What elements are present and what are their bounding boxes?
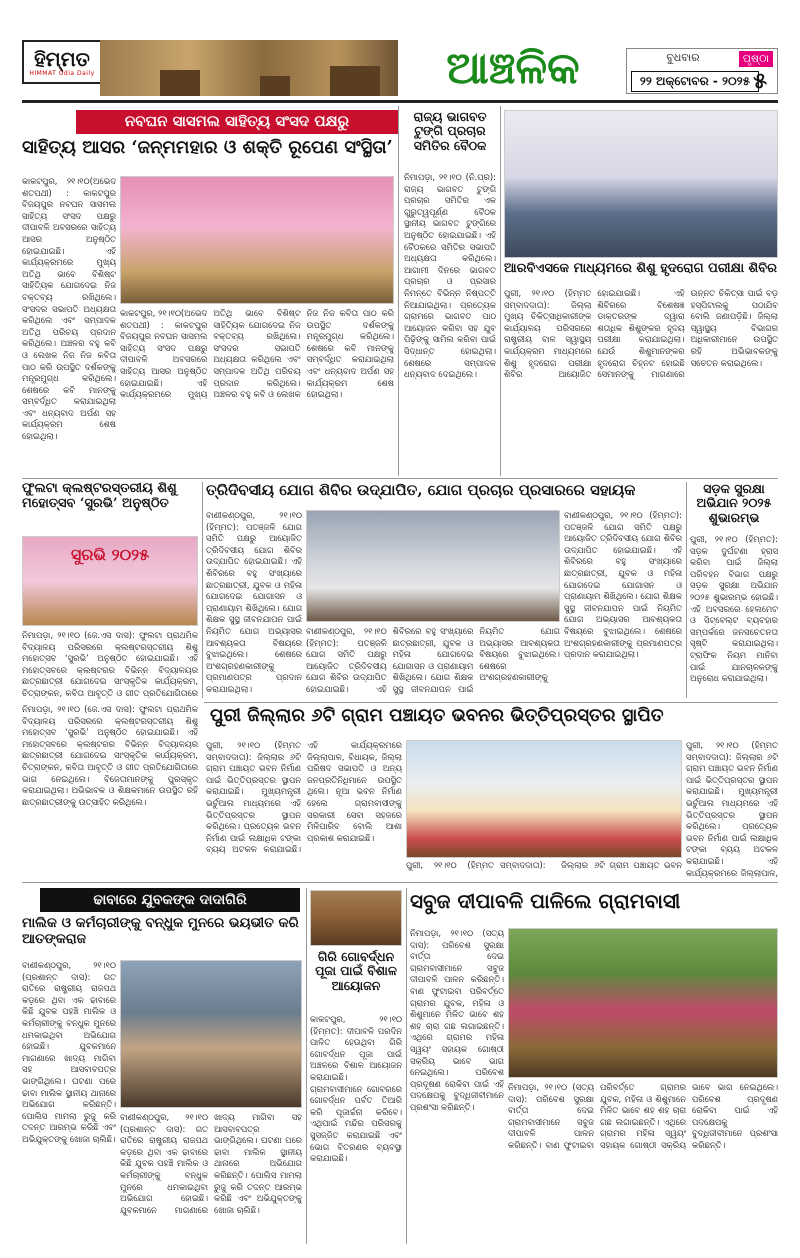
yoga-body: ବାଣୀକଣ୍ଠପୁର, ୨୧।୧୦ (ହିମ୍ମତ): ପତଞ୍ଜଳି ଯୋଗ ସମିତି ପକ୍ଷରୁ ଆୟୋଜିତ ତ୍ରିଦିବସୀୟ ଯୋଗ ଶିବିର ଉଦ୍‌ଯାପିତ ହୋଇଯାଇଛି। ଏହି ଶିବିରରେ ବହୁ ସଂଖ୍ୟାରେ ଛାତ୍ରଛାତ୍ରୀ, ଯୁବକ ଓ ମହିଳା ଯୋଗଦେଇ ଯୋଗାସନ ଓ ପ୍ରାଣାୟାମ ଶିଖିଥିଲେ। ଯୋଗ ଶିକ୍ଷକ ସୁସ୍ଥ ଜୀବନଯାପନ ପାଇଁ ନିୟମିତ ଯୋଗ ଅଭ୍ୟାସର ଆବଶ୍ୟକତା ବିଷୟରେ ବୁଝାଇଥିଲେ। ଶେଷରେ ଅଂଶଗ୍ରହଣକାରୀଙ୍କୁ ପ୍ରମାଣପତ୍ର ପ୍ରଦାନ କରାଯାଇଥିଲା।: [206, 510, 302, 694]
phulta-photo: [22, 536, 198, 626]
issue-date: ୨୨ ଅକ୍ଟୋବର - ୨୦୨୫: [631, 71, 759, 92]
phulta-headline: ଫୁଲଟା କ୍ଲଷ୍ଟରସ୍ତରୀୟ ଶିଶୁ ମହୋତ୍ସବ ‘ସୁରଭି’ ଅନୁଷ୍ଠିତ: [22, 482, 177, 511]
dadagiri-kicker: ଢାବାରେ ଯୁବକଙ୍କ ଦାଦାଗିରି: [40, 888, 300, 912]
puri-body: ପୁରୀ, ୨୧।୧୦ (ହିମ୍ମତ ସମ୍ବାଦଦାତା): ଜିଲ୍ଲାର ୬ଟି ଗ୍ରାମ ପଞ୍ଚାୟତ ଭବନ ନିର୍ମାଣ ପାଇଁ ଭିତ୍ତିପ୍ରସ୍ତର ସ୍ଥାପନ କରାଯାଇଛି। ମୁଖ୍ୟମନ୍ତ୍ରୀ ଭର୍ଚୁଆଲ ମାଧ୍ୟମରେ ଏହି ଭିତ୍ତିପ୍ରସ୍ତର ସ୍ଥାପନ କରିଥିଲେ। ପ୍ରତ୍ୟେକ ଭବନ ନିର୍ମାଣ ପାଇଁ ଲକ୍ଷାଧିକ ଟଙ୍କା ବ୍ୟୟ ଅଟକଳ କରାଯାଇଛି। ଏହି କାର୍ଯ୍ୟକ୍ରମରେ ଜିଲ୍ଲାପାଳ, ବିଧାୟକ, ଜିଲ୍ଲା ପରିଷଦ ସଭାପତି ଓ ଅନ୍ୟ ଜନପ୍ରତିନିଧିମାନେ ଉପସ୍ଥିତ ଥିଲେ। ନୂଆ ଭବନ ନିର୍ମାଣ ହେଲେ ଗ୍ରାମବାସୀଙ୍କୁ ସରକାରୀ ସେବା ସହଜରେ ମିଳିପାରିବ ବୋଲି ଆଶା ପ୍ରକାଶ କରାଯାଇଛି।: [206, 740, 402, 855]
sadak-headline: ସଡ଼କ ସୁରକ୍ଷା ଅଭିଯାନ ୨୦୨୫ ଶୁଭାରମ୍ଭ: [696, 482, 772, 525]
row-divider: [22, 882, 778, 883]
giri-headline: ଗିରି ଗୋବର୍ଦ୍ଧନ ପୂଜା ପାଇଁ ବିଶାଳ ଆୟୋଜନ: [315, 950, 397, 993]
rbsk-headline: ଆରବିଏସକେ ମାଧ୍ୟମରେ ଶିଶୁ ହୃଦରୋଗ ପରୀକ୍ଷା ଶିବିର: [504, 262, 777, 276]
puri-body-side: ପୁରୀ, ୨୧।୧୦ (ହିମ୍ମତ ସମ୍ବାଦଦାତା): ଜିଲ୍ଲାର ୬ଟି ଗ୍ରାମ ପଞ୍ଚାୟତ ଭବନ ନିର୍ମାଣ ପାଇଁ ଭିତ୍ତିପ୍ରସ୍ତର ସ୍ଥାପନ କରାଯାଇଛି। ମୁଖ୍ୟମନ୍ତ୍ରୀ ଭର୍ଚୁଆଲ ମାଧ୍ୟମରେ ଏହି ଭିତ୍ତିପ୍ରସ୍ତର ସ୍ଥାପନ କରିଥିଲେ। ପ୍ରତ୍ୟେକ ଭବନ ନିର୍ମାଣ ପାଇଁ ଲକ୍ଷାଧିକ ଟଙ୍କା ବ୍ୟୟ ଅଟକଳ କରାଯାଇଛି। ଏହି କାର୍ଯ୍ୟକ୍ରମରେ ଜିଲ୍ଲାପାଳ,: [686, 740, 778, 878]
sahitya-headline: ସାହିତ୍ୟ ଆସର ‘ଜନ୍ମମହାର ଓ ଶକ୍ତି ରୂପେଣ ସଂସ୍ଥିତା’: [22, 138, 393, 158]
sahitya-kicker: ନବଘନ ସାସମଲ ସାହିତ୍ୟ ସଂସଦ ପକ୍ଷରୁ: [76, 110, 398, 134]
yoga-photo: [306, 510, 560, 622]
rbsk-photo: [504, 110, 778, 258]
dadagiri-headline: ମାଲିକ ଓ କର୍ମଚାରୀଙ୍କୁ ବନ୍ଧୁକ ମୁନରେ ଭୟଭୀତ କରି ଆତଙ୍କରାଜ: [22, 916, 299, 947]
sahitya-photo: [120, 176, 394, 304]
puri-body-continued: ପୁରୀ, ୨୧।୧୦ (ହିମ୍ମତ ସମ୍ବାଦଦାତା): ଜିଲ୍ଲାର ୬ଟି ଗ୍ରାମ ପଞ୍ଚାୟତ ଭବନ: [406, 860, 682, 870]
newspaper-logo: [22, 40, 102, 84]
column-divider: [406, 888, 407, 1244]
sabuja-photo: [508, 928, 778, 1078]
sadak-body: ପୁରୀ, ୨୧।୧୦ (ହିମ୍ମତ): ସଡ଼କ ଦୁର୍ଘଟଣା ହ୍ରାସ କରିବା ପାଇଁ ଜିଲ୍ଲା ପରିବହନ ବିଭାଗ ପକ୍ଷରୁ ସଡ଼କ ସୁରକ୍ଷା ଅଭିଯାନ ୨୦୨୫ ଶୁଭାରମ୍ଭ ହୋଇଛି। ଏହି ଅବସରରେ ହେଲମେଟ ଓ ସିଟ୍‌ବେଲ୍ଟ ବ୍ୟବହାର ସମ୍ପର୍କରେ ଜନସଚେତନତା ସୃଷ୍ଟି କରାଯାଇଥିଲା। ଟ୍ରାଫିକ ନିୟମ ମାନିବା ପାଇଁ ଯାନଚାଳକଙ୍କୁ ଅନୁରୋଧ କରାଯାଇଥିଲା।: [690, 534, 778, 684]
dadagiri-body: ବାଣୀକଣ୍ଠପୁର, ୨୧।୧୦ (ପ୍ରଶାନ୍ତ ଦାସ): ଗତ ରାତିରେ ରାଷ୍ଟ୍ରୀୟ ରାଜପଥ କଡ଼ରେ ଥିବା ଏକ ଢାବାରେ କିଛି ଯୁବକ ପହଞ୍ଚି ମାଲିକ ଓ କର୍ମଚାରୀଙ୍କୁ ବନ୍ଧୁକ ମୁନରେ ଧମକାଇଥିବା ଅଭିଯୋଗ ହୋଇଛି। ଯୁବକମାନେ ମାଗଣାରେ ଖାଦ୍ୟ ମାଗିବା ସହ ଆସବାବପତ୍ର ଭାଙ୍ଗିଥିଲେ। ଘଟଣା ପରେ ଢାବା ମାଲିକ ସ୍ଥାନୀୟ ଥାନାରେ ଅଭିଯୋଗ କରିଛନ୍ତି। ପୋଲିସ ମାମଲା ରୁଜୁ କରି ତଦନ୍ତ ଆରମ୍ଭ କରିଛି ଏବଂ ଅଭିଯୁକ୍ତଙ୍କୁ ଖୋଜା ଚାଲିଛି।: [22, 960, 116, 1144]
sabuja-body: ନିମାପଡ଼ା, ୨୧।୧୦ (ସତ୍ୟ ଦାସ): ପରିବେଶ ସୁରକ୍ଷା ବାର୍ତ୍ତା ଦେଇ ଗ୍ରାମବାସୀମାନେ ସବୁଜ ଦୀପାବଳି ପାଳନ କରିଛନ୍ତି। ବାଣ ଫୁଟାଇବା ପରିବର୍ତ୍ତେ ଗ୍ରାମର ଯୁବକ, ମହିଳା ଓ ଶିଶୁମାନେ ମିଳିତ ଭାବେ ଶହ ଶହ ଚାରା ଗଛ ଲଗାଇଛନ୍ତି। ଏଥିରେ ଗ୍ରାମର ମହିଳା ସ୍ୱୟଂ ସହାୟକ ଗୋଷ୍ଠୀ ସକ୍ରିୟ ଭାବେ ଭାଗ ନେଇଥିଲେ। ପରିବେଶ ପ୍ରଦୂଷଣ ରୋକିବା ପାଇଁ ଏହି ପଦକ୍ଷେପକୁ ବୁଦ୍ଧିଜୀବୀମାନେ ପ୍ରଶଂସା କରିଛନ୍ତି।: [410, 928, 504, 1112]
giri-body: କାକଟପୁର, ୨୧।୧୦ (ହିମ୍ମତ): ଦୀପାବଳି ପରଦିନ ପାଳିତ ହେଉଥିବା ଗିରି ଗୋବର୍ଦ୍ଧନ ପୂଜା ପାଇଁ ଅଞ୍ଚଳରେ ବିଶାଳ ଆୟୋଜନ କରାଯାଇଛି। ଗ୍ରାମବାସୀମାନେ ଗୋବରରେ ଗୋବର୍ଦ୍ଧନ ପର୍ବତ ତିଆରି କରି ପୂଜାର୍ଚ୍ଚନା କରିବେ। ଏଥିପାଇଁ ମନ୍ଦିର ପରିସରକୁ ସୁସଜ୍ଜିତ କରାଯାଇଛି ଏବଂ ଭୋଗ ବିତରଣର ବ୍ୟବସ୍ଥା କରାଯାଇଛି।: [310, 1014, 402, 1164]
row-divider: [204, 702, 778, 703]
sahitya-body-continued: କାକଟପୁର, ୨୧।୧୦(ଅଭେଦ ଶତପଥୀ) : କାକଟପୁର ବିଜୟପୁର ନବଘନ ସାସମଲ ସାହିତ୍ୟ ସଂସଦ ପକ୍ଷରୁ ଦୀପାବଳି ଅବସରରେ ସାହିତ୍ୟ ଆସର ଅନୁଷ୍ଠିତ ହୋଇଯାଇଛି। ଏହି କାର୍ଯ୍ୟକ୍ରମରେ ମୁଖ୍ୟ ଅତିଥି ଭାବେ ବିଶିଷ୍ଟ ସାହିତ୍ୟିକ ଯୋଗଦେଇ ନିଜ ବକ୍ତବ୍ୟ ରଖିଥିଲେ। ସଂସଦର ସଭାପତି ଅଧ୍ୟକ୍ଷତା କରିଥିଲେ ଏବଂ ସମ୍ପାଦକ ଅତିଥି ପରିଚୟ ପ୍ରଦାନ କରିଥିଲେ। ଅଞ୍ଚଳର ବହୁ କବି ଓ ଲେଖକ ନିଜ ନିଜ କବିତା ପାଠ କରି ଉପସ୍ଥିତ ଦର୍ଶକଙ୍କୁ ମନ୍ତ୍ରମୁଗ୍ଧ କରିଥିଲେ। ଶେଷରେ କବି ମାନଙ୍କୁ ସମ୍ବର୍ଦ୍ଧିତ କରାଯାଇଥିଲା ଏବଂ ଧନ୍ୟବାଦ ଅର୍ପଣ ସହ କାର୍ଯ୍ୟକ୍ରମ ଶେଷ ହୋଇଥିଲା।: [120, 308, 394, 400]
logo-tagline: HIMMAT Odia Daily: [29, 69, 95, 77]
column-divider: [686, 482, 687, 698]
rajya-headline: ରାଜ୍ୟ ଭାଗବତ ଟୁଙ୍ଗି ପ୍ରଚାର ସମିତିର ବୈଠକ: [413, 110, 487, 153]
puri-headline: ପୁରୀ ଜିଲ୍ଲାର ୬ଟି ଗ୍ରାମ ପଞ୍ଚାୟତ ଭବନର ଭିତ୍ତିପ୍ରସ୍ତର ସ୍ଥାପିତ: [210, 706, 664, 726]
sabuja-headline: ସବୁଜ ଦୀପାବଳି ପାଳିଲେ ଗ୍ରାମବାସୀ: [410, 890, 681, 913]
section-title: ଆଞ୍ଚଳିକ: [446, 42, 580, 94]
yoga-body-side: ବାଣୀକଣ୍ଠପୁର, ୨୧।୧୦ (ହିମ୍ମତ): ପତଞ୍ଜଳି ଯୋଗ ସମିତି ପକ୍ଷରୁ ଆୟୋଜିତ ତ୍ରିଦିବସୀୟ ଯୋଗ ଶିବିର ଉଦ୍‌ଯାପିତ ହୋଇଯାଇଛି। ଏହି ଶିବିରରେ ବହୁ ସଂଖ୍ୟାରେ ଛାତ୍ରଛାତ୍ରୀ, ଯୁବକ ଓ ମହିଳା ଯୋଗଦେଇ ଯୋଗାସନ ଓ ପ୍ରାଣାୟାମ ଶିଖିଥିଲେ। ଯୋଗ ଶିକ୍ଷକ ସୁସ୍ଥ ଜୀବନଯାପନ ପାଇଁ ନିୟମିତ ଯୋଗ ଅଭ୍ୟାସର ଆବଶ୍ୟକତା ବିଷୟରେ ବୁଝାଇଥିଲେ। ଶେଷରେ ଅଂଶଗ୍ରହଣକାରୀଙ୍କୁ ପ୍ରମାଣପତ୍ର ପ୍ରଦାନ କରାଯାଇଥିଲା।: [564, 510, 682, 660]
rajya-body: ନିମାପଡ଼ା, ୨୧।୧୦ (ନି.ପ୍ର): ରାଜ୍ୟ ଭାଗବତ ଟୁଙ୍ଗି ପ୍ରଚାର ସମିତିର ଏକ ଗୁରୁତ୍ୱପୂର୍ଣ୍ଣ ବୈଠକ ସ୍ଥାନୀୟ ଭାଗବତ ଟୁଙ୍ଗିରେ ଅନୁଷ୍ଠିତ ହୋଇଯାଇଛି। ଏହି ବୈଠକରେ ସମିତିର ସଭାପତି ଅଧ୍ୟକ୍ଷତା କରିଥିଲେ। ଆଗାମୀ ଦିନରେ ଭାଗବତ ପ୍ରଚାର ଓ ପ୍ରସାର ନିମନ୍ତେ ବିଭିନ୍ନ ନିଷ୍ପତ୍ତି ନିଆଯାଇଥିଲା। ପ୍ରତ୍ୟେକ ଗ୍ରାମରେ ଭାଗବତ ପାଠ ଆୟୋଜନ କରିବା ସହ ଯୁବ ପିଢ଼ିଙ୍କୁ ସାମିଲ କରିବା ପାଇଁ ସିଦ୍ଧାନ୍ତ ହୋଇଥିଲା। ଶେଷରେ ସମ୍ପାଦକ ଧନ୍ୟବାଦ ଦେଇଥିଲେ।: [404, 172, 496, 380]
dadagiri-body-continued: ବାଣୀକଣ୍ଠପୁର, ୨୧।୧୦ (ପ୍ରଶାନ୍ତ ଦାସ): ଗତ ରାତିରେ ରାଷ୍ଟ୍ରୀୟ ରାଜପଥ କଡ଼ରେ ଥିବା ଏକ ଢାବାରେ କିଛି ଯୁବକ ପହଞ୍ଚି ମାଲିକ ଓ କର୍ମଚାରୀଙ୍କୁ ବନ୍ଧୁକ ମୁନରେ ଧମକାଇଥିବା ଅଭିଯୋଗ ହୋଇଛି। ଯୁବକମାନେ ମାଗଣାରେ ଖାଦ୍ୟ ମାଗିବା ସହ ଆସବାବପତ୍ର ଭାଙ୍ଗିଥିଲେ। ଘଟଣା ପରେ ଢାବା ମାଲିକ ସ୍ଥାନୀୟ ଥାନାରେ ଅଭିଯୋଗ କରିଛନ୍ତି। ପୋଲିସ ମାମଲା ରୁଜୁ କରି ତଦନ୍ତ ଆରମ୍ଭ କରିଛି ଏବଂ ଅଭିଯୁକ୍ତଙ୍କୁ ଖୋଜା ଚାଲିଛି।: [120, 1112, 302, 1215]
masthead-rule: [22, 100, 778, 103]
phulta-photo-caption: ସୁରଭି ୨୦୨୫: [70, 545, 150, 564]
issue-day: ବୁଧବାର: [666, 51, 700, 64]
phulta-body-continued: ନିମାପଡ଼ା, ୨୧।୧୦ (ଜେ.ଏସ ଦାସ): ଫୁଲଟା ପ୍ରାଥମିକ ବିଦ୍ୟାଳୟ ପରିସରରେ କ୍ଲଷ୍ଟରସ୍ତରୀୟ ଶିଶୁ ମହୋତ୍ସବ ‘ସୁରଭି’ ଅନୁଷ୍ଠିତ ହୋଇଯାଇଛି। ଏହି ମହୋତ୍ସବରେ କ୍ଲଷ୍ଟରର ବିଭିନ୍ନ ବିଦ୍ୟାଳୟର ଛାତ୍ରଛାତ୍ରୀ ଯୋଗଦେଇ ସାଂସ୍କୃତିକ କାର୍ଯ୍ୟକ୍ରମ, ଚିତ୍ରାଙ୍କନ, କବିତା ଆବୃତ୍ତି ଓ ଗୀତ ପ୍ରତିଯୋଗିତାରେ ଭାଗ ନେଇଥିଲେ। ବିଜେତାମାନଙ୍କୁ ପୁରସ୍କୃତ କରାଯାଇଥିଲା। ଅଭିଭାବକ ଓ ଶିକ୍ଷକମାନେ ଉପସ୍ଥିତ ରହି ଛାତ୍ରଛାତ୍ରୀଙ୍କୁ ଉତ୍ସାହିତ କରିଥିଲେ।: [22, 704, 198, 807]
column-divider: [398, 106, 399, 476]
row-divider: [22, 478, 778, 479]
yoga-body-continued: ବାଣୀକଣ୍ଠପୁର, ୨୧।୧୦ (ହିମ୍ମତ): ପତଞ୍ଜଳି ଯୋଗ ସମିତି ପକ୍ଷରୁ ଆୟୋଜିତ ତ୍ରିଦିବସୀୟ ଯୋଗ ଶିବିର ଉଦ୍‌ଯାପିତ ହୋଇଯାଇଛି। ଏହି ଶିବିରରେ ବହୁ ସଂଖ୍ୟାରେ ଛାତ୍ରଛାତ୍ରୀ, ଯୁବକ ଓ ମହିଳା ଯୋଗଦେଇ ଯୋଗାସନ ଓ ପ୍ରାଣାୟାମ ଶିଖିଥିଲେ। ଯୋଗ ଶିକ୍ଷକ ସୁସ୍ଥ ଜୀବନଯାପନ ପାଇଁ ନିୟମିତ ଯୋଗ ଅଭ୍ୟାସର ଆବଶ୍ୟକତା ବିଷୟରେ ବୁଝାଇଥିଲେ। ଶେଷରେ ଅଂଶଗ୍ରହଣକାରୀଙ୍କୁ: [306, 626, 560, 694]
phulta-body: ନିମାପଡ଼ା, ୨୧।୧୦ (ଜେ.ଏସ ଦାସ): ଫୁଲଟା ପ୍ରାଥମିକ ବିଦ୍ୟାଳୟ ପରିସରରେ କ୍ଲଷ୍ଟରସ୍ତରୀୟ ଶିଶୁ ମହୋତ୍ସବ ‘ସୁରଭି’ ଅନୁଷ୍ଠିତ ହୋଇଯାଇଛି। ଏହି ମହୋତ୍ସବରେ କ୍ଲଷ୍ଟରର ବିଭିନ୍ନ ବିଦ୍ୟାଳୟର ଛାତ୍ରଛାତ୍ରୀ ଯୋଗଦେଇ ସାଂସ୍କୃତିକ କାର୍ଯ୍ୟକ୍ରମ, ଚିତ୍ରାଙ୍କନ, କବିତା ଆବୃତ୍ତି ଓ ଗୀତ ପ୍ରତିଯୋଗିତାରେ: [22, 630, 198, 698]
puri-photo: [406, 740, 682, 858]
page-label: ପୃଷ୍ଠା: [739, 51, 773, 67]
logo-name: ହିମ୍ମତ: [34, 46, 90, 71]
sabuja-body-continued: ନିମାପଡ଼ା, ୨୧।୧୦ (ସତ୍ୟ ଦାସ): ପରିବେଶ ସୁରକ୍ଷା ବାର୍ତ୍ତା ଦେଇ ଗ୍ରାମବାସୀମାନେ ସବୁଜ ଦୀପାବଳି ପାଳନ କରିଛନ୍ତି। ବାଣ ଫୁଟାଇବା ପରିବର୍ତ୍ତେ ଗ୍ରାମର ଯୁବକ, ମହିଳା ଓ ଶିଶୁମାନେ ମିଳିତ ଭାବେ ଶହ ଶହ ଚାରା ଗଛ ଲଗାଇଛନ୍ତି। ଏଥିରେ ଗ୍ରାମର ମହିଳା ସ୍ୱୟଂ ସହାୟକ ଗୋଷ୍ଠୀ ସକ୍ରିୟ ଭାବେ ଭାଗ ନେଇଥିଲେ। ପରିବେଶ ପ୍ରଦୂଷଣ ରୋକିବା ପାଇଁ ଏହି ପଦକ୍ଷେପକୁ ବୁଦ୍ଧିଜୀବୀମାନେ ପ୍ରଶଂସା କରିଛନ୍ତି।: [508, 1082, 778, 1150]
giri-photo: [310, 890, 402, 946]
date-box: [626, 48, 778, 94]
masthead-photo: [100, 40, 398, 96]
yoga-headline: ତ୍ରିଦିବସୀୟ ଯୋଗ ଶିବିର ଉଦ୍‌ଯାପିତ, ଯୋଗ ପ୍ରଚାର ପ୍ରସାରରେ ସହାୟକ: [206, 482, 636, 499]
rbsk-body: ପୁରୀ, ୨୧।୧୦ (ହିମ୍ମତ ସମ୍ବାଦଦାତା): ଜିଲ୍ଲା ମୁଖ୍ୟ ଚିକିତ୍ସାଧିକାରୀଙ୍କ କାର୍ଯ୍ୟାଳୟ ପରିସରରେ ରାଷ୍ଟ୍ରୀୟ ବାଳ ସ୍ୱାସ୍ଥ୍ୟ କାର୍ଯ୍ୟକ୍ରମ ମାଧ୍ୟମରେ ଶିଶୁ ହୃଦରୋଗ ପରୀକ୍ଷା ଶିବିର ଆୟୋଜିତ ହୋଇଯାଇଛି। ଏହି ଶିବିରରେ ବିଶେଷଜ୍ଞ ଡାକ୍ତରଙ୍କ ଦ୍ୱାରା ଶତାଧିକ ଶିଶୁଙ୍କର ହୃଦୟ ପରୀକ୍ଷା କରାଯାଇଥିଲା। ଯେଉଁ ଶିଶୁମାନଙ୍କର ହୃଦରୋଗ ଚିହ୍ନଟ ହୋଇଛି ସେମାନଙ୍କୁ ମାଗଣାରେ ଉନ୍ନତ ଚିକିତ୍ସା ପାଇଁ ବଡ଼ ହସ୍ପିଟାଲକୁ ପଠାଯିବ ବୋଲି ଜଣାପଡ଼ିଛି। ଜିଲ୍ଲା ସ୍ୱାସ୍ଥ୍ୟ ବିଭାଗର ଅଧିକାରୀମାନେ ଉପସ୍ଥିତ ରହି ଅଭିଭାବକଙ୍କୁ ସଚେତନ କରାଇଥିଲେ।: [504, 288, 778, 380]
column-divider: [202, 482, 203, 698]
column-divider: [500, 106, 501, 476]
dadagiri-photo: [120, 960, 302, 1108]
sahitya-body: କାକଟପୁର, ୨୧।୧୦(ଅଭେଦ ଶତପଥୀ) : କାକଟପୁର ବିଜୟପୁର ନବଘନ ସାସମଲ ସାହିତ୍ୟ ସଂସଦ ପକ୍ଷରୁ ଦୀପାବଳି ଅବସରରେ ସାହିତ୍ୟ ଆସର ଅନୁଷ୍ଠିତ ହୋଇଯାଇଛି। ଏହି କାର୍ଯ୍ୟକ୍ରମରେ ମୁଖ୍ୟ ଅତିଥି ଭାବେ ବିଶିଷ୍ଟ ସାହିତ୍ୟିକ ଯୋଗଦେଇ ନିଜ ବକ୍ତବ୍ୟ ରଖିଥିଲେ। ସଂସଦର ସଭାପତି ଅଧ୍ୟକ୍ଷତା କରିଥିଲେ ଏବଂ ସମ୍ପାଦକ ଅତିଥି ପରିଚୟ ପ୍ରଦାନ କରିଥିଲେ। ଅଞ୍ଚଳର ବହୁ କବି ଓ ଲେଖକ ନିଜ ନିଜ କବିତା ପାଠ କରି ଉପସ୍ଥିତ ଦର୍ଶକଙ୍କୁ ମନ୍ତ୍ରମୁଗ୍ଧ କରିଥିଲେ। ଶେଷରେ କବି ମାନଙ୍କୁ ସମ୍ବର୍ଦ୍ଧିତ କରାଯାଇଥିଲା ଏବଂ ଧନ୍ୟବାଦ ଅର୍ପଣ ସହ କାର୍ଯ୍ୟକ୍ରମ ଶେଷ ହୋଇଥିଲା।: [22, 176, 116, 442]
page-number: ୫: [753, 69, 767, 94]
column-divider: [306, 888, 307, 1244]
